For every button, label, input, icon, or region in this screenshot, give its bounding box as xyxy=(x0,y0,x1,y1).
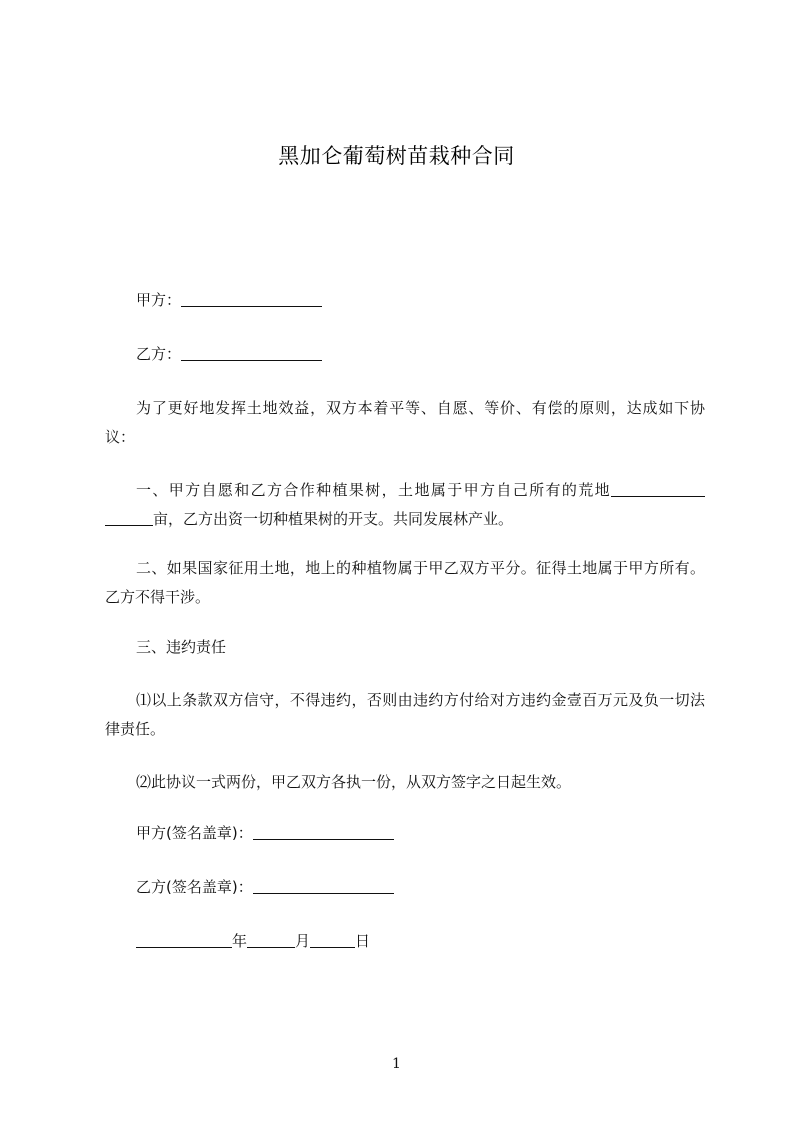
month-label: 月 xyxy=(295,932,311,950)
clause-3-item-1: ⑴以上条款双方信守，不得违约，否则由违约方付给对方违约金壹百万元及负一切法律责任。 xyxy=(105,691,705,738)
month-blank xyxy=(247,931,295,948)
party-b-label: 乙方： xyxy=(136,345,182,363)
party-b-blank xyxy=(181,344,322,361)
clause-1-text-b: 亩，乙方出资一切种植果树的开支。共同发展林产业。 xyxy=(153,510,514,528)
page-number: 1 xyxy=(392,1056,401,1072)
party-a-blank xyxy=(181,290,322,307)
party-a-line xyxy=(105,286,736,315)
land-area-blank-2 xyxy=(105,509,153,526)
sign-a-label: 甲方(签名盖章)： xyxy=(136,824,253,842)
year-label: 年 xyxy=(232,932,248,950)
party-a-label: 甲方： xyxy=(136,291,182,309)
clause-1 xyxy=(105,476,705,534)
sign-b-line xyxy=(105,873,736,902)
intro-paragraph: 为了更好地发挥土地效益，双方本着平等、自愿、等价、有偿的原则，达成如下协议： xyxy=(105,399,705,446)
land-area-blank-1 xyxy=(611,480,705,497)
clause-1-text-a: 一、甲方自愿和乙方合作种植果树，土地属于甲方自己所有的荒地 xyxy=(136,481,611,499)
sign-a-line xyxy=(105,819,736,848)
clause-3-item-2: ⑵此协议一式两份，甲乙双方各执一份，从双方签字之日起生效。 xyxy=(136,773,572,791)
clause-3-heading: 三、违约责任 xyxy=(136,638,227,656)
year-blank xyxy=(136,931,232,948)
sign-b-blank xyxy=(253,877,394,894)
party-b-line xyxy=(105,340,736,369)
date-line xyxy=(105,927,736,956)
sign-a-blank xyxy=(253,823,394,840)
sign-b-label: 乙方(签名盖章)： xyxy=(136,878,253,896)
day-blank xyxy=(310,931,355,948)
clause-2: 二、如果国家征用土地，地上的种植物属于甲乙双方平分。征得土地属于甲方所有。乙方不得干涉。 xyxy=(105,559,705,606)
day-label: 日 xyxy=(355,932,371,950)
document-title: 黑加仑葡萄树苗栽种合同 xyxy=(278,144,515,168)
